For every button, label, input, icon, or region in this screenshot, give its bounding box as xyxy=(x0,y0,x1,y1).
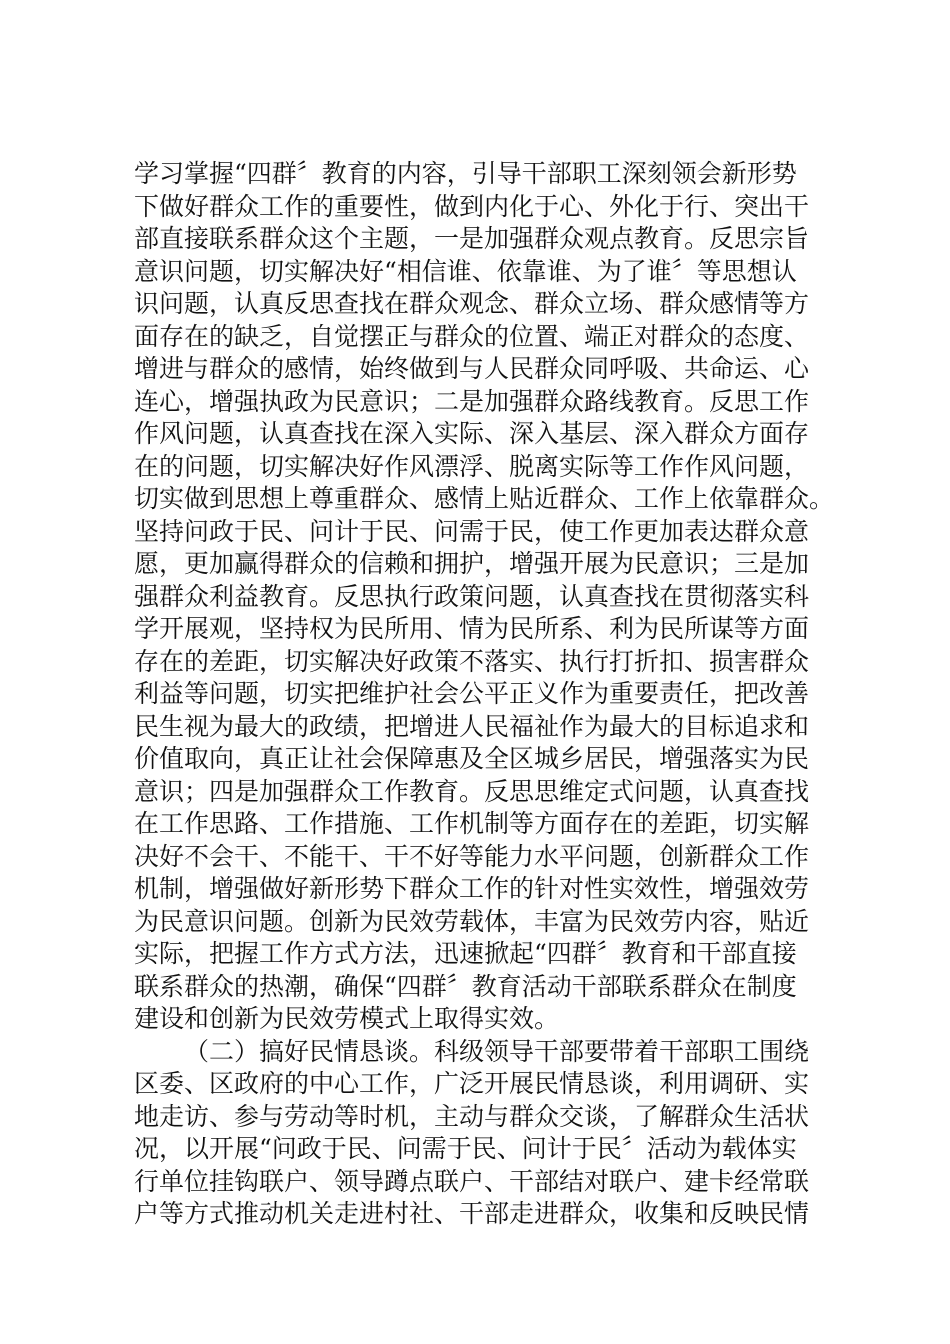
body-text xyxy=(134,158,834,1231)
text-line: 行单位挂钩联户、领导蹲点联户、干部结对联户、建卡经常联 xyxy=(134,1166,810,1196)
text-line: 价值取向，真正让社会保障惠及全区城乡居民，增强落实为民 xyxy=(134,744,810,773)
text-line: 况，以开展“问政于民、问需于民、问计于民〞活动为载体实 xyxy=(134,1134,797,1163)
text-line: 意识问题，切实解决好“相信谁、依靠谁、为了谁〞等思想认 xyxy=(134,256,797,286)
text-line: 户等方式推动机关走进村社、干部走进群众，收集和反映民情 xyxy=(134,1199,810,1228)
text-line: 愿，更加赢得群众的信赖和拥护，增强开展为民意识；三是加 xyxy=(134,549,810,578)
text-line: 连心，增强执政为民意识；二是加强群众路线教育。反思工作 xyxy=(134,386,810,416)
section-heading-line: （二）搞好民情恳谈。科级领导干部要带着干部职工围绕 xyxy=(184,1036,810,1066)
text-line: 坚持问政于民、问计于民、问需于民，使工作更加表达群众意 xyxy=(134,516,810,546)
text-line: 学习掌握“四群〞教育的内容，引导干部职工深刻领会新形势 xyxy=(134,159,797,188)
text-line: 为民意识问题。创新为民效劳载体，丰富为民效劳内容，贴近 xyxy=(134,906,810,936)
text-line: 决好不会干、不能干、干不好等能力水平问题，创新群众工作 xyxy=(134,841,810,871)
text-line: 识问题，认真反思查找在群众观念、群众立场、群众感情等方 xyxy=(134,289,810,318)
text-line: 增进与群众的感情，始终做到与人民群众同呼吸、共命运、心 xyxy=(134,354,810,383)
text-line: 作风问题，认真查找在深入实际、深入基层、深入群众方面存 xyxy=(134,419,810,448)
text-line: 强群众利益教育。反思执行政策问题，认真查找在贯彻落实科 xyxy=(134,581,810,611)
text-line: 民生视为最大的政绩，把增进人民福祉作为最大的目标追求和 xyxy=(134,711,810,741)
text-line: 机制，增强做好新形势下群众工作的针对性实效性，增强效劳 xyxy=(134,874,810,903)
text-line: 在工作思路、工作措施、工作机制等方面存在的差距，切实解 xyxy=(134,809,810,838)
text-line: 切实做到思想上尊重群众、感情上贴近群众、工作上依靠群众。 xyxy=(134,484,835,513)
text-line: 面存在的缺乏，自觉摆正与群众的位置、端正对群众的态度、 xyxy=(134,321,810,351)
text-line: 利益等问题，切实把维护社会公平正义作为重要责任，把改善 xyxy=(134,679,810,708)
text-line: 联系群众的热潮，确保“四群〞教育活动干部联系群众在制度 xyxy=(134,971,797,1001)
text-line: 在的问题，切实解决好作风漂浮、脱离实际等工作作风问题， xyxy=(134,451,810,481)
text-line: 实际，把握工作方式方法，迅速掀起“四群〞教育和干部直接 xyxy=(134,939,797,968)
text-line: 地走访、参与劳动等时机，主动与群众交谈，了解群众生活状 xyxy=(134,1101,810,1131)
text-line: 存在的差距，切实解决好政策不落实、执行打折扣、损害群众 xyxy=(134,646,810,676)
text-line: 学开展观，坚持权为民所用、情为民所系、利为民所谋等方面 xyxy=(134,614,810,643)
text-line: 下做好群众工作的重要性，做到内化于心、外化于行、突出干 xyxy=(134,191,810,221)
text-line: 意识；四是加强群众工作教育。反思思维定式问题，认真查找 xyxy=(134,776,810,806)
text-line: 部直接联系群众这个主题，一是加强群众观点教育。反思宗旨 xyxy=(134,224,810,253)
text-line: 建设和创新为民效劳模式上取得实效。 xyxy=(134,1004,560,1033)
text-line: 区委、区政府的中心工作，广泛开展民情恳谈，利用调研、实 xyxy=(134,1069,810,1098)
